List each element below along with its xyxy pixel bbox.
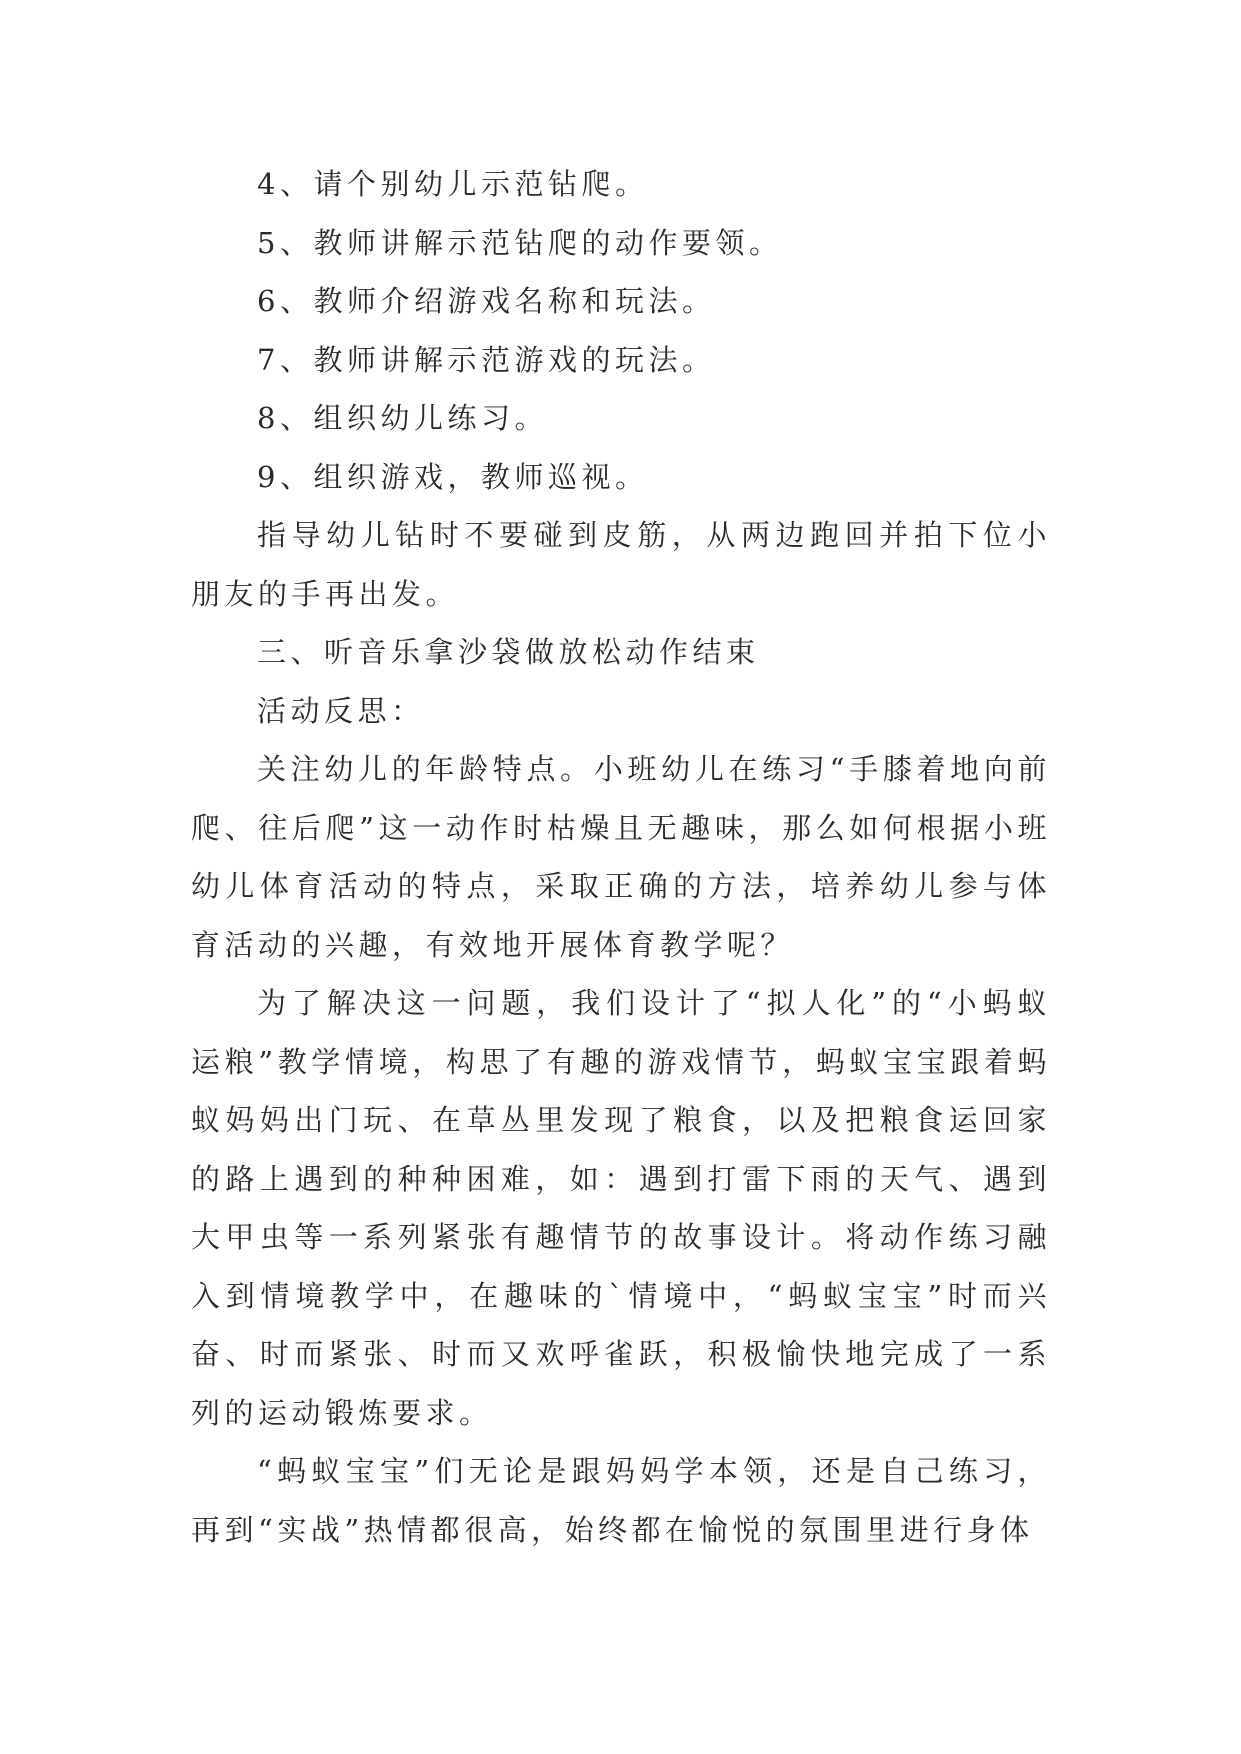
step-4-paragraph: 4、请个别幼儿示范钻爬。 xyxy=(257,167,649,201)
step-5-paragraph: 5、教师讲解示范钻爬的动作要领。 xyxy=(257,225,783,260)
reflection-paragraph-2: 为了解决这一问题，我们设计了“拟人化”的“小蚂蚁运粮”教学情境，构思了有趣的游戏情节，蚂蚁宝宝跟着蚂蚁妈妈出门玩、在草丛里发现了粮食，以及把粮食运回家的路上遇到的种种困难，如：遇到打雷下雨的天气、遇到大甲虫等一系列紧张有趣情节的故事设计。将动作练习融入到情境教学中，在趣味的`情境中，“蚂蚁宝宝”时而兴奋、时而紧张、时而又欢呼雀跃，积极愉快地完成了一系列的运动锻炼要求。 xyxy=(191,986,1051,1430)
step-8-paragraph: 8、组织幼儿练习。 xyxy=(257,401,548,435)
step-7-paragraph: 7、教师讲解示范游戏的玩法。 xyxy=(257,342,716,377)
reflection-paragraph-1: 关注幼儿的年龄特点。小班幼儿在练习“手膝着地向前爬、往后爬”这一动作时枯燥且无趣味，那么如何根据小班幼儿体育活动的特点，采取正确的方法，培养幼儿参与体育活动的兴趣，有效地开展体育教学呢？ xyxy=(191,752,1051,962)
reflection-paragraph-3: “蚂蚁宝宝”们无论是跟妈妈学本领，还是自己练习，再到“实战”热情都很高，始终都在愉悦的氛围里进行身体 xyxy=(191,1454,1051,1547)
document-body xyxy=(191,155,1051,1559)
section-three-heading: 三、听音乐拿沙袋做放松动作结束 xyxy=(257,635,760,669)
step-9-paragraph: 9、组织游戏，教师巡视。 xyxy=(257,459,649,494)
reflection-heading: 活动反思： xyxy=(257,693,425,728)
guidance-paragraph: 指导幼儿钻时不要碰到皮筋，从两边跑回并拍下位小朋友的手再出发。 xyxy=(191,518,1051,611)
step-6-paragraph: 6、教师介绍游戏名称和玩法。 xyxy=(257,284,716,318)
